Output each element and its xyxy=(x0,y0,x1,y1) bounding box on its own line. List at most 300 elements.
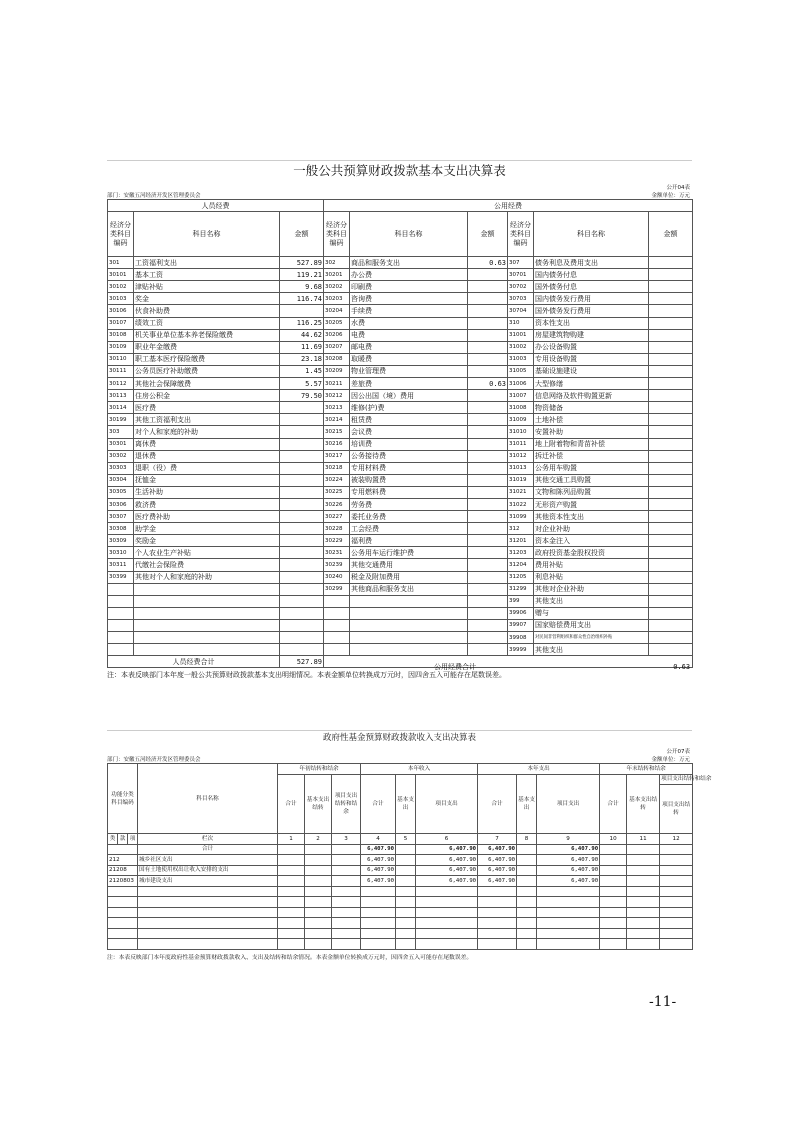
row-name: 公务用车运行维护费 xyxy=(350,547,468,559)
row-amount: 11.69 xyxy=(280,341,324,353)
row-name: 其他工资福利支出 xyxy=(134,414,280,426)
row-name: 咨询费 xyxy=(350,293,468,305)
row-code xyxy=(108,897,138,908)
row-name: 地上附着物和青苗补偿 xyxy=(534,438,649,450)
row-code: 30207 xyxy=(324,341,350,353)
row-name: 医疗费 xyxy=(134,402,280,414)
column-number: 3 xyxy=(332,834,361,845)
row-amount: 9.68 xyxy=(280,281,324,293)
row-amount xyxy=(280,438,324,450)
row-code: 301 xyxy=(108,257,134,269)
table-row xyxy=(108,595,693,607)
row-code: 30109 xyxy=(108,341,134,353)
row-amount xyxy=(280,607,324,619)
row-amount xyxy=(280,644,324,656)
row-code: 31001 xyxy=(508,329,534,341)
row-value xyxy=(627,907,660,918)
row-amount xyxy=(468,486,508,498)
row-amount: 527.89 xyxy=(280,257,324,269)
row-value xyxy=(305,876,332,887)
row-amount xyxy=(468,474,508,486)
table-row xyxy=(108,865,693,876)
t2-h-project-carry2: 项目支出结转 xyxy=(660,785,693,834)
sum-value xyxy=(660,844,693,855)
row-amount xyxy=(649,426,693,438)
row-code: 31201 xyxy=(508,535,534,547)
row-value xyxy=(627,855,660,866)
row-code: 31204 xyxy=(508,559,534,571)
column-number: 8 xyxy=(517,834,537,845)
row-code: 30204 xyxy=(324,305,350,317)
row-value xyxy=(305,939,332,950)
table-row xyxy=(108,644,693,656)
row-code xyxy=(108,886,138,897)
row-value xyxy=(332,897,361,908)
row-code: 30224 xyxy=(324,474,350,486)
row-name: 退休费 xyxy=(134,450,280,462)
row-value xyxy=(537,918,600,929)
row-name: 其他对个人和家庭的补助 xyxy=(134,571,280,583)
row-name: 国外债务付息 xyxy=(534,281,649,293)
row-value xyxy=(478,886,517,897)
row-value: 6,407.90 xyxy=(416,865,478,876)
row-name: 被装购置费 xyxy=(350,474,468,486)
t2-sum-code xyxy=(108,844,138,855)
row-name xyxy=(138,886,278,897)
table-row xyxy=(108,907,693,918)
row-code: 31203 xyxy=(508,547,534,559)
row-amount: 44.62 xyxy=(280,329,324,341)
row-value xyxy=(332,928,361,939)
row-value xyxy=(396,928,416,939)
row-code: 30303 xyxy=(108,462,134,474)
personnel-total-label: 人员经费合计 xyxy=(108,656,280,668)
row-name xyxy=(138,918,278,929)
row-code: 31012 xyxy=(508,450,534,462)
row-value xyxy=(660,918,693,929)
row-value xyxy=(305,928,332,939)
row-name: 福利费 xyxy=(350,535,468,547)
row-value xyxy=(537,886,600,897)
row-name: 公务用车购置 xyxy=(534,462,649,474)
row-code: 312 xyxy=(508,523,534,535)
t2-h-project-carry: 项目支出结转和结余 xyxy=(332,774,361,834)
row-code: 31099 xyxy=(508,511,534,523)
row-value xyxy=(332,865,361,876)
sum-value: 6,407.90 xyxy=(361,844,396,855)
row-amount: 23.18 xyxy=(280,353,324,365)
row-value xyxy=(416,939,478,950)
row-amount xyxy=(280,583,324,595)
row-code: 30203 xyxy=(324,293,350,305)
row-amount xyxy=(468,317,508,329)
table-row xyxy=(108,317,693,329)
column-number: 1 xyxy=(278,834,305,845)
row-amount xyxy=(468,281,508,293)
row-value xyxy=(517,907,537,918)
row-name: 手续费 xyxy=(350,305,468,317)
row-code: 30102 xyxy=(108,281,134,293)
row-code: 30103 xyxy=(108,293,134,305)
row-value xyxy=(627,918,660,929)
row-amount xyxy=(468,535,508,547)
sum-value xyxy=(278,844,305,855)
row-value xyxy=(660,876,693,887)
row-amount xyxy=(468,329,508,341)
row-value: 6,407.90 xyxy=(537,876,600,887)
row-name: 公务员医疗补助缴费 xyxy=(134,365,280,377)
row-name xyxy=(350,644,468,656)
row-amount: 5.57 xyxy=(280,378,324,390)
row-name: 大型修缮 xyxy=(534,378,649,390)
t2-h-basic-exp: 基本支出 xyxy=(396,774,416,834)
row-code xyxy=(324,607,350,619)
row-code: 30101 xyxy=(108,269,134,281)
row-amount xyxy=(280,511,324,523)
row-code: 30199 xyxy=(108,414,134,426)
row-amount xyxy=(468,607,508,619)
row-amount: 1.45 xyxy=(280,365,324,377)
row-name xyxy=(350,607,468,619)
page-number: -11- xyxy=(649,994,677,1010)
row-value xyxy=(660,865,693,876)
row-amount xyxy=(649,607,693,619)
column-number: 4 xyxy=(361,834,396,845)
row-value xyxy=(278,865,305,876)
row-amount xyxy=(280,595,324,607)
row-code xyxy=(108,928,138,939)
row-value xyxy=(478,939,517,950)
row-value xyxy=(305,897,332,908)
row-amount xyxy=(468,390,508,402)
row-name: 物业管理费 xyxy=(350,365,468,377)
row-name: 退职（役）费 xyxy=(134,462,280,474)
row-amount xyxy=(280,450,324,462)
row-code: 310 xyxy=(508,317,534,329)
row-code: 30206 xyxy=(324,329,350,341)
row-code: 30112 xyxy=(108,378,134,390)
table-row xyxy=(108,353,693,365)
row-name: 拆迁补偿 xyxy=(534,450,649,462)
row-name: 商品和服务支出 xyxy=(350,257,468,269)
row-code: 30305 xyxy=(108,486,134,498)
table-row xyxy=(108,607,693,619)
row-amount xyxy=(468,450,508,462)
row-code: 30399 xyxy=(108,571,134,583)
row-code: 30215 xyxy=(324,426,350,438)
row-value xyxy=(600,918,627,929)
row-amount xyxy=(468,426,508,438)
row-name: 工会经费 xyxy=(350,523,468,535)
basic-expenditure-sheet xyxy=(107,160,692,680)
header-code: 经济分类科目编码 xyxy=(108,212,134,257)
row-value xyxy=(660,897,693,908)
header-code: 经济分类科目编码 xyxy=(508,212,534,257)
row-amount xyxy=(468,619,508,631)
row-name: 助学金 xyxy=(134,523,280,535)
row-amount xyxy=(468,269,508,281)
t2-header-code: 功能分类科目编码 xyxy=(108,764,138,834)
table-row xyxy=(108,886,693,897)
column-number: 9 xyxy=(537,834,600,845)
table-row xyxy=(108,390,693,402)
row-code: 31019 xyxy=(508,474,534,486)
row-amount xyxy=(649,523,693,535)
sum-value xyxy=(332,844,361,855)
row-amount xyxy=(649,414,693,426)
row-amount xyxy=(468,353,508,365)
row-amount: 79.50 xyxy=(280,390,324,402)
t2-h-basic-exp: 基本支出 xyxy=(517,774,537,834)
row-value xyxy=(660,928,693,939)
table2-form-no: 公开07表 xyxy=(666,749,690,755)
row-code xyxy=(108,583,134,595)
row-name: 安置补助 xyxy=(534,426,649,438)
row-code xyxy=(108,632,134,644)
row-name: 职业年金缴费 xyxy=(134,341,280,353)
column-number: 6 xyxy=(416,834,478,845)
row-code xyxy=(108,918,138,929)
row-amount xyxy=(468,511,508,523)
row-value xyxy=(537,897,600,908)
row-name: 基本工资 xyxy=(134,269,280,281)
row-amount xyxy=(649,402,693,414)
row-name: 国内债务发行费用 xyxy=(534,293,649,305)
row-value xyxy=(478,918,517,929)
row-amount xyxy=(468,632,508,644)
row-value xyxy=(478,907,517,918)
row-code: 30107 xyxy=(108,317,134,329)
row-value xyxy=(278,928,305,939)
row-name: 差旅费 xyxy=(350,378,468,390)
row-code: 30306 xyxy=(108,498,134,510)
row-value xyxy=(361,918,396,929)
t2-h-project-end: 项目支出结转和结余 xyxy=(660,774,693,785)
row-amount: 0.63 xyxy=(468,257,508,269)
header-name: 科目名称 xyxy=(534,212,649,257)
row-code: 30307 xyxy=(108,511,134,523)
table-row xyxy=(108,341,693,353)
row-value xyxy=(478,928,517,939)
row-amount xyxy=(280,523,324,535)
row-amount xyxy=(280,535,324,547)
row-code: 30213 xyxy=(324,402,350,414)
sum-value: 6,407.90 xyxy=(478,844,517,855)
t2-h-total: 合计 xyxy=(478,774,517,834)
table-row xyxy=(108,257,693,269)
row-code: 39907 xyxy=(508,619,534,631)
row-code: 31006 xyxy=(508,378,534,390)
row-name xyxy=(350,619,468,631)
row-value xyxy=(600,886,627,897)
row-amount xyxy=(649,535,693,547)
row-code: 31003 xyxy=(508,353,534,365)
row-code: 302 xyxy=(324,257,350,269)
row-value xyxy=(517,897,537,908)
t2-h-section: 款 xyxy=(118,834,128,845)
row-value xyxy=(517,918,537,929)
row-amount xyxy=(280,402,324,414)
table2-dept: 部门：安徽五河经济开发区管理委员会 xyxy=(107,757,201,763)
table-row xyxy=(108,329,693,341)
row-code: 30218 xyxy=(324,462,350,474)
row-name xyxy=(134,619,280,631)
row-name xyxy=(138,939,278,950)
sum-value xyxy=(600,844,627,855)
row-value: 6,407.90 xyxy=(416,855,478,866)
row-code: 30225 xyxy=(324,486,350,498)
row-value xyxy=(416,886,478,897)
row-value xyxy=(396,907,416,918)
row-code: 31022 xyxy=(508,498,534,510)
row-value xyxy=(278,855,305,866)
row-name: 水费 xyxy=(350,317,468,329)
table-row xyxy=(108,571,693,583)
row-amount xyxy=(280,305,324,317)
row-name: 房屋建筑物购建 xyxy=(534,329,649,341)
row-name: 取暖费 xyxy=(350,353,468,365)
row-name: 绩效工资 xyxy=(134,317,280,329)
row-code: 30231 xyxy=(324,547,350,559)
row-code: 30217 xyxy=(324,450,350,462)
table2-note: 注：本表反映部门本年度政府性基金预算财政拨款收入、支出及结转和结余情况。本表金额单位转换成万元时，因四舍五入可能存在尾数误差。 xyxy=(107,954,473,961)
t2-header-income: 本年收入 xyxy=(361,764,478,775)
row-amount xyxy=(649,486,693,498)
table1-note: 注：本表反映部门本年度一般公共预算财政拨款基本支出明细情况。本表金额单位转换成万元时，因四舍五入可能存在尾数误差。 xyxy=(107,671,506,680)
row-amount xyxy=(649,365,693,377)
t2-header-expense: 本年支出 xyxy=(478,764,600,775)
row-value: 6,407.90 xyxy=(361,865,396,876)
row-name: 办公费 xyxy=(350,269,468,281)
row-code: 30211 xyxy=(324,378,350,390)
row-value xyxy=(600,897,627,908)
row-amount xyxy=(468,462,508,474)
row-code: 31299 xyxy=(508,583,534,595)
table1-unit: 金额单位：万元 xyxy=(651,193,690,199)
row-code xyxy=(324,644,350,656)
row-amount xyxy=(649,498,693,510)
t2-h-project-exp: 项目支出 xyxy=(416,774,478,834)
row-value xyxy=(396,865,416,876)
row-code: 30227 xyxy=(324,511,350,523)
row-code: 31011 xyxy=(508,438,534,450)
gov-fund-table xyxy=(107,763,712,950)
header-name: 科目名称 xyxy=(350,212,468,257)
row-name: 津贴补贴 xyxy=(134,281,280,293)
section-public: 公用经费 xyxy=(324,200,693,212)
row-amount: 116.74 xyxy=(280,293,324,305)
row-name xyxy=(134,644,280,656)
row-name xyxy=(134,607,280,619)
row-name: 机关事业单位基本养老保险缴费 xyxy=(134,329,280,341)
row-code: 399 xyxy=(508,595,534,607)
row-value xyxy=(305,907,332,918)
row-code: 30308 xyxy=(108,523,134,535)
row-value: 6,407.90 xyxy=(361,876,396,887)
column-number: 2 xyxy=(305,834,332,845)
row-amount xyxy=(649,619,693,631)
row-name: 伙食补助费 xyxy=(134,305,280,317)
row-name: 离休费 xyxy=(134,438,280,450)
row-value xyxy=(660,886,693,897)
row-value xyxy=(627,886,660,897)
t2-h-basic-carry: 基本支出结转 xyxy=(305,774,332,834)
row-name: 租赁费 xyxy=(350,414,468,426)
row-code xyxy=(108,939,138,950)
row-value xyxy=(600,939,627,950)
row-name xyxy=(138,907,278,918)
row-amount: 116.25 xyxy=(280,317,324,329)
column-number: 11 xyxy=(627,834,660,845)
row-value xyxy=(396,939,416,950)
row-value xyxy=(305,855,332,866)
table-row xyxy=(108,939,693,950)
row-code xyxy=(108,644,134,656)
row-name: 国内债务付息 xyxy=(534,269,649,281)
row-amount xyxy=(468,644,508,656)
row-value xyxy=(660,907,693,918)
table-row xyxy=(108,378,693,390)
t2-h-total: 合计 xyxy=(361,774,396,834)
row-name: 电费 xyxy=(350,329,468,341)
row-value: 6,407.90 xyxy=(537,865,600,876)
table1-form-no: 公开04表 xyxy=(666,185,690,191)
row-value xyxy=(660,855,693,866)
row-value xyxy=(396,876,416,887)
row-name: 个人农业生产补贴 xyxy=(134,547,280,559)
row-value xyxy=(305,918,332,929)
row-amount xyxy=(280,414,324,426)
table-row xyxy=(108,632,693,644)
row-amount xyxy=(280,571,324,583)
row-code: 31008 xyxy=(508,402,534,414)
row-value xyxy=(332,939,361,950)
row-name: 其他交通费用 xyxy=(350,559,468,571)
row-amount xyxy=(468,523,508,535)
row-name: 工资福利支出 xyxy=(134,257,280,269)
row-amount xyxy=(649,438,693,450)
row-value xyxy=(396,897,416,908)
row-name: 资本金注入 xyxy=(534,535,649,547)
table-row xyxy=(108,511,693,523)
t2-h-colno: 栏次 xyxy=(138,834,278,845)
row-amount: 0.63 xyxy=(468,378,508,390)
row-code: 30239 xyxy=(324,559,350,571)
row-code: 30240 xyxy=(324,571,350,583)
row-amount xyxy=(468,559,508,571)
t2-h-basic-carry: 基本支出结转 xyxy=(627,774,660,834)
row-amount xyxy=(468,402,508,414)
t2-h-total: 合计 xyxy=(278,774,305,834)
row-amount xyxy=(280,632,324,644)
row-amount xyxy=(468,571,508,583)
row-name: 其他资本性支出 xyxy=(534,511,649,523)
row-value: 6,407.90 xyxy=(478,876,517,887)
table-row xyxy=(108,305,693,317)
row-value xyxy=(278,918,305,929)
row-amount xyxy=(468,438,508,450)
table2-title: 政府性基金预算财政拨款收入支出决算表 xyxy=(107,730,692,745)
row-amount xyxy=(649,305,693,317)
row-code: 30106 xyxy=(108,305,134,317)
t2-h-project-exp: 项目支出 xyxy=(537,774,600,834)
row-amount xyxy=(468,341,508,353)
row-code: 21208 xyxy=(108,865,138,876)
table-row xyxy=(108,281,693,293)
row-value xyxy=(627,865,660,876)
row-amount xyxy=(649,317,693,329)
row-value xyxy=(600,907,627,918)
